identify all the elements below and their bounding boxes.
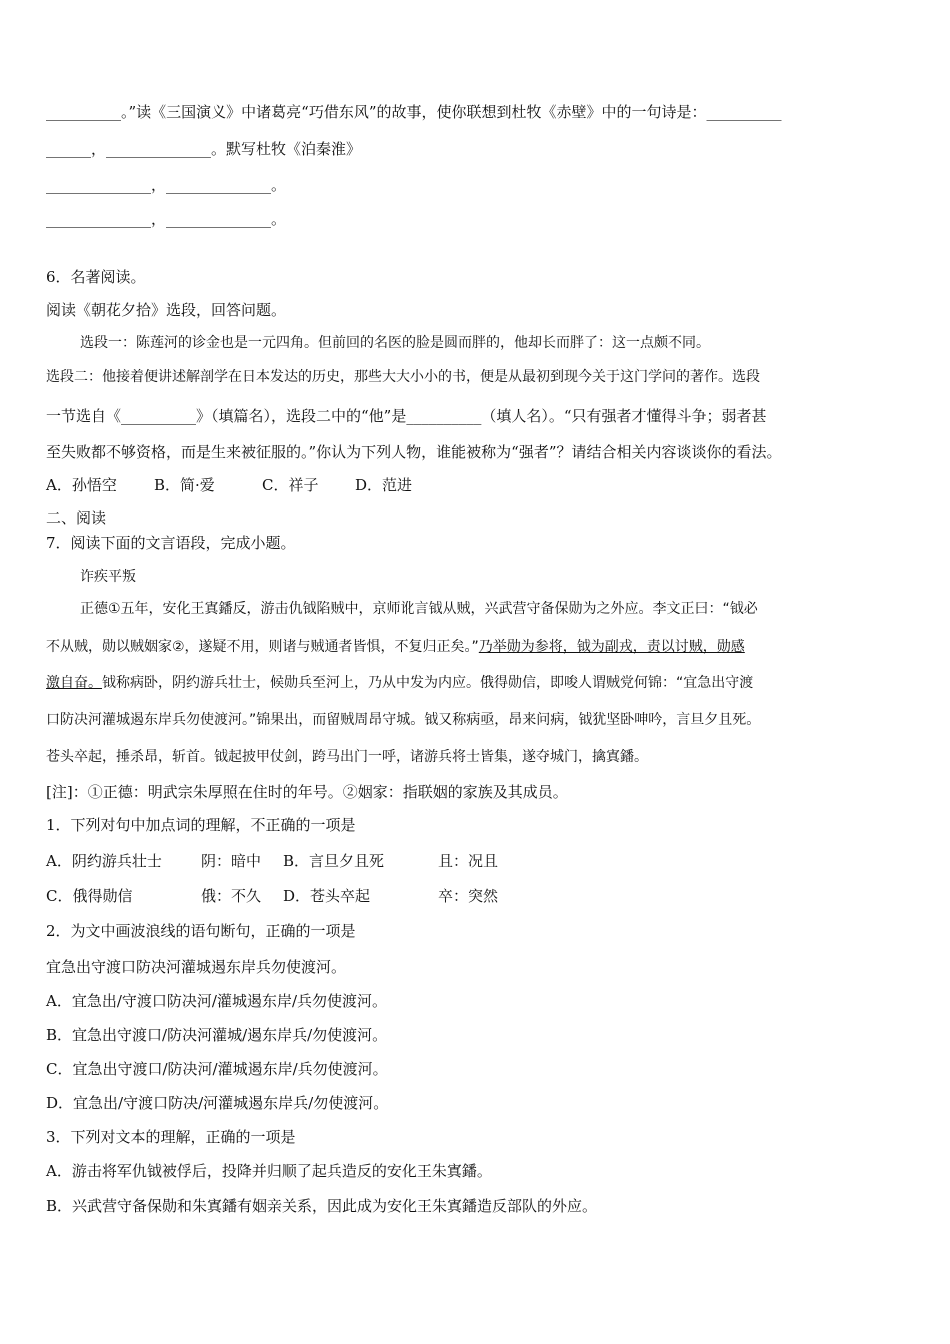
passage-line-1: 正德①五年，安化王寘鐇反，游击仇钺陷贼中，京师讹言钺从贼，兴武营守备保勋为之外应。李文正曰：“钺必 [80,601,758,617]
q6-question-line-2: 至失败都不够资格，而是生来被征服的。”你认为下列人物，谁能被称为“强者”？请结合相关内容谈谈你的看法。 [46,443,782,461]
underlined-sentence-part-2: 激自奋。 [46,675,102,691]
underlined-sentence-part-1: 乃举勋为参将，钺为副戎，责以讨贼，勋感 [478,639,745,655]
section-heading: 二、阅读 [46,509,107,527]
q7-title: 7．阅读下面的文言语段，完成小题。 [46,534,296,552]
q6-option-c: C．祥子 [262,476,319,494]
q6-segment-1: 选段一：陈莲河的诊金也是一元四角。但前回的名医的脸是圆而胖的，他却长而胖了：这一点颇不同。 [80,335,710,351]
passage-note: [注]：①正德：明武宗朱厚照在住时的年号。②姻家：指联姻的家族及其成员。 [46,783,568,801]
sq1-option-b-explanation: 且：况且 [438,852,499,870]
sq3-option-a: A．游击将军仇钺被俘后，投降并归顺了起兵造反的安化王朱寘鐇。 [46,1162,492,1180]
q6-segment-2: 选段二：他接着便讲述解剖学在日本发达的历史，那些大大小小的书，便是从最初到现今关于这门学问的著作。选段 [46,369,760,385]
sq1-option-d: D．苍头卒起 [283,887,371,905]
fill-line-4: ______________，______________。 [46,210,287,228]
sq1-option-c-explanation: 俄：不久 [201,887,262,905]
fill-line-2: ______，______________。默写杜牧《泊秦淮》 [46,140,362,158]
q6-title: 6．名著阅读。 [46,268,146,286]
passage-line-4: 口防决河灌城遏东岸兵勿使渡河。”锦果出，而留贼周昂守城。钺又称病亟，昂来问病，钺犹坚卧呻吟，言旦夕且死。 [46,712,761,728]
passage-line-2a: 不从贼，勋以贼姻家②，遂疑不用，则诸与贼通者皆惧，不复归正矣。” [46,639,479,655]
passage-line-3 [46,672,753,694]
sq1-option-d-explanation: 卒：突然 [438,887,499,905]
sq1-stem: 1．下列对句中加点词的理解，不正确的一项是 [46,816,356,834]
q6-option-d: D．范进 [355,476,413,494]
fill-line-1: __________。”读《三国演义》中诸葛亮“巧借东风”的故事，使你联想到杜牧《赤壁》中的一句诗是：__________ [46,103,782,121]
sq2-option-a: A．宜急出/守渡口防决河/灌城遏东岸/兵勿使渡河。 [46,992,387,1010]
q6-options [46,474,412,496]
sq1-row-ab [46,850,498,872]
passage-title: 诈疾平叛 [80,569,136,585]
fill-line-3: ______________，______________。 [46,176,287,194]
sq2-option-b: B．宜急出守渡口/防决河灌城/遏东岸兵/勿使渡河。 [46,1026,388,1044]
sq3-stem: 3．下列对文本的理解，正确的一项是 [46,1128,296,1146]
sq2-option-c: C．宜急出守渡口/防决河/灌城遏东岸/兵勿使渡河。 [46,1060,388,1078]
passage-line-3b: 钺称病卧，阴约游兵壮士，候勋兵至河上，乃从中发为内应。俄得勋信，即唆人谓贼党何锦：“宜急出守渡 [102,675,754,691]
sq1-option-a-explanation: 阴：暗中 [201,852,262,870]
q6-question-line-1: 一节选自《__________》（填篇名），选段二中的“他”是__________（填人名）。“只有强者才懂得斗争；弱者甚 [46,407,767,425]
sq2-sentence: 宜急出守渡口防决河灌城遏东岸兵勿使渡河。 [46,958,347,976]
passage-line-5: 苍头卒起，捶杀昂，斩首。钺起披甲仗剑，跨马出门一呼，诸游兵将士皆集，遂夺城门，擒寘鐇。 [46,749,648,765]
q6-option-b: B．简·爱 [154,476,215,494]
sq1-row-cd [46,885,498,907]
q6-intro: 阅读《朝花夕拾》选段，回答问题。 [46,301,287,319]
sq2-stem: 2．为文中画波浪线的语句断句，正确的一项是 [46,922,356,940]
sq3-option-b: B．兴武营守备保勋和朱寘鐇有姻亲关系，因此成为安化王朱寘鐇造反部队的外应。 [46,1197,598,1215]
q6-option-a: A．孙悟空 [46,476,117,494]
passage-line-2 [46,636,745,658]
sq1-option-a: A．阴约游兵壮士 [46,852,162,870]
sq2-option-d: D．宜急出/守渡口防决/河灌城遏东岸兵/勿使渡河。 [46,1094,389,1112]
sq1-option-b: B．言旦夕且死 [283,852,385,870]
sq1-option-c: C．俄得勋信 [46,887,133,905]
